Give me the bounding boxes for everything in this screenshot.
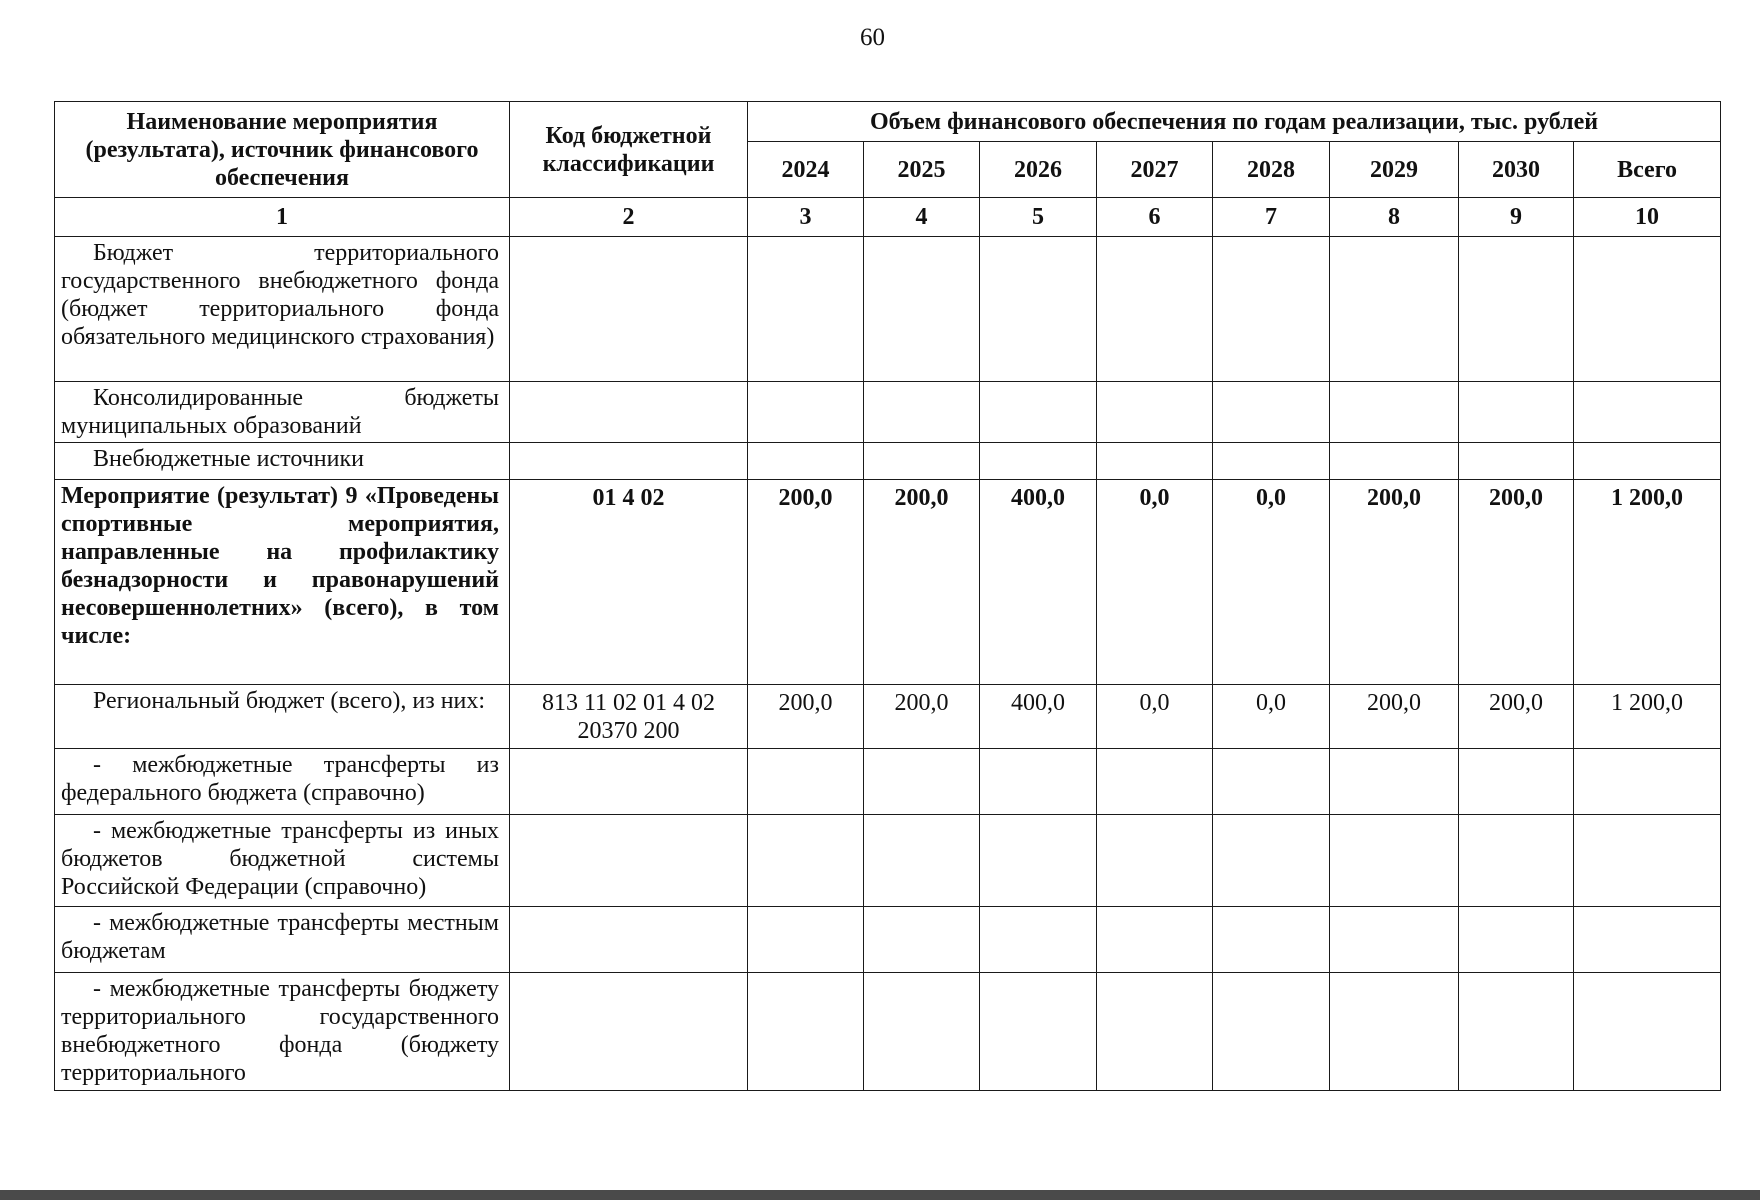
value-cell	[748, 907, 864, 973]
financing-table	[54, 101, 1721, 1091]
value-cell: 200,0	[864, 480, 980, 685]
row-code: 813 11 02 01 4 02 20370 200	[510, 685, 748, 749]
column-number: 9	[1459, 198, 1574, 237]
column-number: 4	[864, 198, 980, 237]
value-cell: 1 200,0	[1574, 480, 1721, 685]
column-number: 7	[1213, 198, 1330, 237]
header-year: 2027	[1097, 142, 1213, 198]
scan-edge-strip	[0, 1190, 1760, 1200]
value-cell	[1574, 815, 1721, 907]
row-name: Региональный бюджет (всего), из них:	[55, 685, 510, 749]
value-cell	[1574, 237, 1721, 382]
table-row	[55, 685, 1721, 749]
row-name: - межбюджетные трансферты из федерального бюджета (справочно)	[55, 749, 510, 815]
page-number: 60	[860, 24, 885, 51]
value-cell	[748, 973, 864, 1091]
row-name: Внебюджетные источники	[55, 443, 510, 480]
value-cell: 200,0	[1459, 480, 1574, 685]
row-name: Бюджет территориального государственного внебюджетного фонда (бюджет территориального фонда обязательного медицинского страхования)	[55, 237, 510, 382]
row-code	[510, 973, 748, 1091]
value-cell	[1459, 443, 1574, 480]
value-cell	[864, 907, 980, 973]
value-cell	[980, 443, 1097, 480]
header-year: 2029	[1330, 142, 1459, 198]
value-cell	[1213, 907, 1330, 973]
value-cell	[748, 443, 864, 480]
row-code	[510, 443, 748, 480]
value-cell: 0,0	[1097, 480, 1213, 685]
header-code-column: Код бюджетной классификации	[510, 102, 748, 198]
value-cell	[1097, 907, 1213, 973]
value-cell	[1097, 443, 1213, 480]
row-code	[510, 237, 748, 382]
value-cell: 400,0	[980, 480, 1097, 685]
value-cell: 200,0	[864, 685, 980, 749]
table-row	[55, 443, 1721, 480]
value-cell	[864, 815, 980, 907]
value-cell	[1330, 907, 1459, 973]
value-cell	[1097, 815, 1213, 907]
value-cell	[1213, 815, 1330, 907]
value-cell	[1330, 749, 1459, 815]
value-cell	[864, 443, 980, 480]
value-cell	[1330, 443, 1459, 480]
value-cell	[1213, 382, 1330, 443]
table-row	[55, 480, 1721, 685]
value-cell	[748, 749, 864, 815]
header-year: 2028	[1213, 142, 1330, 198]
value-cell	[748, 237, 864, 382]
value-cell: 0,0	[1213, 685, 1330, 749]
header-year: 2024	[748, 142, 864, 198]
value-cell	[864, 973, 980, 1091]
row-code	[510, 749, 748, 815]
table-row	[55, 237, 1721, 382]
value-cell: 200,0	[1459, 685, 1574, 749]
row-name: - межбюджетные трансферты местным бюджетам	[55, 907, 510, 973]
value-cell	[1459, 973, 1574, 1091]
value-cell	[980, 907, 1097, 973]
table-row	[55, 907, 1721, 973]
value-cell	[1097, 237, 1213, 382]
column-number: 2	[510, 198, 748, 237]
value-cell	[1459, 382, 1574, 443]
value-cell	[1330, 382, 1459, 443]
value-cell	[1330, 237, 1459, 382]
table-row	[55, 973, 1721, 1091]
value-cell	[1213, 749, 1330, 815]
value-cell	[1459, 237, 1574, 382]
column-number: 6	[1097, 198, 1213, 237]
value-cell: 200,0	[1330, 685, 1459, 749]
value-cell: 400,0	[980, 685, 1097, 749]
value-cell	[1330, 973, 1459, 1091]
value-cell	[1574, 973, 1721, 1091]
value-cell: 1 200,0	[1574, 685, 1721, 749]
row-code	[510, 815, 748, 907]
value-cell	[1330, 815, 1459, 907]
header-year: 2026	[980, 142, 1097, 198]
column-number: 3	[748, 198, 864, 237]
table-row	[55, 749, 1721, 815]
value-cell	[1574, 749, 1721, 815]
column-number: 1	[55, 198, 510, 237]
value-cell	[980, 815, 1097, 907]
value-cell	[1097, 382, 1213, 443]
header-year: 2030	[1459, 142, 1574, 198]
header-volume-group: Объем финансового обеспечения по годам реализации, тыс. рублей	[748, 102, 1721, 142]
value-cell: 200,0	[748, 480, 864, 685]
value-cell	[1459, 815, 1574, 907]
value-cell	[1459, 749, 1574, 815]
header-year: 2025	[864, 142, 980, 198]
value-cell: 200,0	[748, 685, 864, 749]
header-total: Всего	[1574, 142, 1721, 198]
value-cell	[748, 815, 864, 907]
value-cell	[1213, 973, 1330, 1091]
header-name-column: Наименование мероприятия (результата), источник финансового обеспечения	[55, 102, 510, 198]
row-code	[510, 907, 748, 973]
value-cell	[864, 237, 980, 382]
value-cell	[864, 749, 980, 815]
value-cell	[748, 382, 864, 443]
table-row	[55, 382, 1721, 443]
value-cell	[980, 382, 1097, 443]
row-name: - межбюджетные трансферты из иных бюджетов бюджетной системы Российской Федерации (справочно)	[55, 815, 510, 907]
value-cell: 0,0	[1213, 480, 1330, 685]
row-name: - межбюджетные трансферты бюджету территориального государственного внебюджетного фонда (бюджету территориального	[55, 973, 510, 1091]
value-cell	[1213, 443, 1330, 480]
value-cell	[980, 749, 1097, 815]
table-row	[55, 815, 1721, 907]
row-code	[510, 382, 748, 443]
value-cell	[1213, 237, 1330, 382]
value-cell	[980, 237, 1097, 382]
column-number: 5	[980, 198, 1097, 237]
value-cell: 200,0	[1330, 480, 1459, 685]
value-cell	[1574, 382, 1721, 443]
row-name: Консолидированные бюджеты муниципальных образований	[55, 382, 510, 443]
row-code: 01 4 02	[510, 480, 748, 685]
value-cell	[1097, 749, 1213, 815]
value-cell	[864, 382, 980, 443]
value-cell: 0,0	[1097, 685, 1213, 749]
value-cell	[1459, 907, 1574, 973]
value-cell	[1097, 973, 1213, 1091]
row-name: Мероприятие (результат) 9 «Проведены спортивные мероприятия, направленные на профилактику безнадзорности и правонарушений несовершеннолетних» (всего), в том числе:	[55, 480, 510, 685]
value-cell	[1574, 443, 1721, 480]
column-number: 10	[1574, 198, 1721, 237]
column-number: 8	[1330, 198, 1459, 237]
value-cell	[980, 973, 1097, 1091]
value-cell	[1574, 907, 1721, 973]
